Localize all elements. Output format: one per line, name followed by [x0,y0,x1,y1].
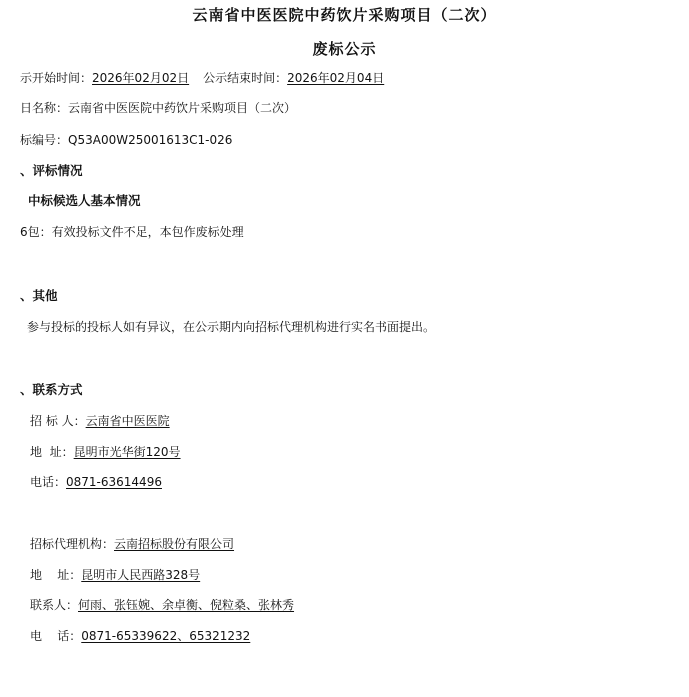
project-name-value: 云南省中医医院中药饮片采购项目（二次） [68,101,297,115]
candidate-heading: 中标候选人基本情况 [28,193,141,208]
end-date-value: 2026年02月04日 [287,71,385,85]
tenderer-address-value: 昆明市光华街120号 [73,445,181,459]
agency-name-value: 云南招标股份有限公司 [114,537,235,551]
tenderer-phone-row [30,474,162,490]
end-date-label: 公示结束时间： [203,71,288,85]
bid-number-row [20,132,232,148]
agency-address-value: 昆明市人民西路328号 [81,568,201,582]
bid-number-value: Q53A00W25001613C1-026 [68,133,233,147]
tenderer-address-label: 地 址： [30,445,74,459]
agency-phone-value: 0871-65339622、65321232 [81,629,251,643]
page-subtitle: 废标公示 [312,40,377,58]
notice-dates [20,70,384,86]
page-title: 云南省中医医院中药饮片采购项目（二次） [192,6,497,24]
agency-phone-row [30,628,250,644]
section-contact-heading: 、联系方式 [20,382,83,397]
agency-address-label: 地 址： [30,568,82,582]
tenderer-phone-value: 0871-63614496 [66,475,162,489]
bid-number-label: 标编号： [20,133,69,147]
agency-phone-label: 电 话： [30,629,82,643]
tenderer-name-row [30,413,170,429]
agency-contact-label: 联系人： [30,598,79,612]
candidate-text: 6包：有效投标文件不足，本包作废标处理 [20,225,244,239]
tenderer-phone-label: 电话： [30,475,67,489]
start-date-label: 示开始时间： [20,71,93,85]
section-review-heading: 、评标情况 [20,163,83,178]
tenderer-name-label: 招 标 人： [30,414,86,428]
agency-name-row [30,536,234,552]
section-other-heading: 、其他 [20,288,58,303]
start-date-value: 2026年02月02日 [92,71,190,85]
project-name-row [20,100,296,116]
agency-address-row [30,567,200,583]
project-name-label: 日名称： [20,101,69,115]
other-text: 参与投标的投标人如有异议，在公示期内向招标代理机构进行实名书面提出。 [27,320,436,334]
agency-name-label: 招标代理机构： [30,537,115,551]
tenderer-address-row [30,444,181,460]
agency-contact-row [30,597,294,613]
tenderer-name-value: 云南省中医医院 [85,414,170,428]
agency-contact-value: 何雨、张钰婉、余卓衡、倪粒桑、张林秀 [78,598,295,612]
